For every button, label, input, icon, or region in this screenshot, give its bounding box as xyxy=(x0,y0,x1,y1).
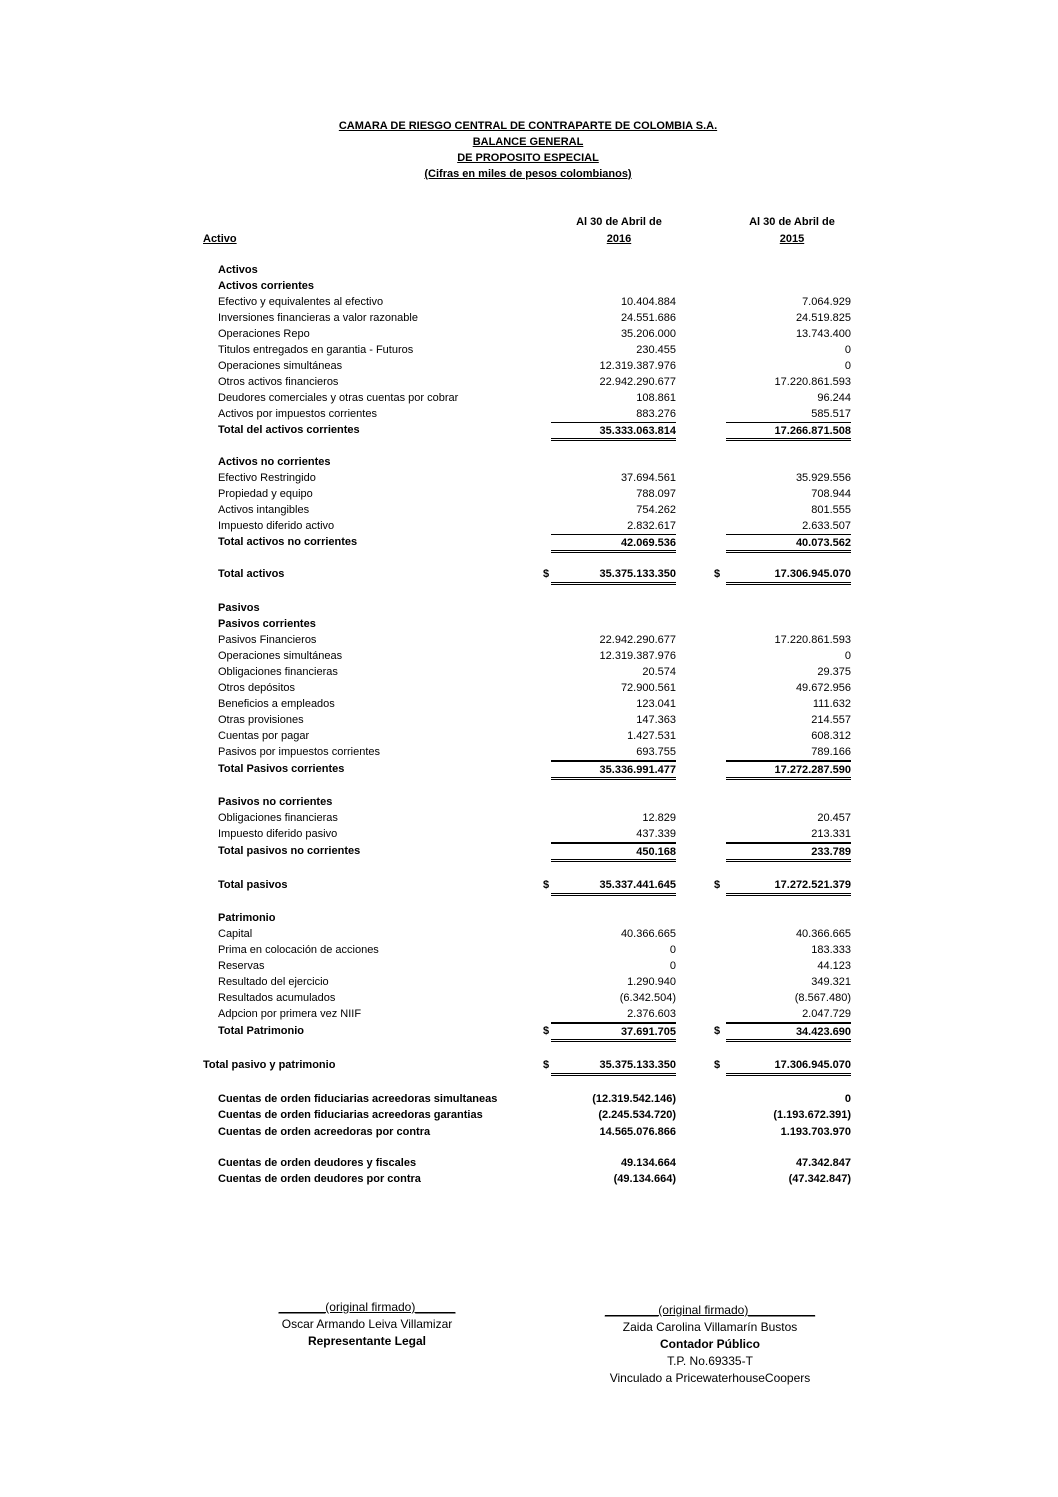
value-2015: 0 xyxy=(844,344,851,356)
value-2015: 585.517 xyxy=(726,406,851,423)
column-2015-year: 2015 xyxy=(779,233,805,245)
statement-row xyxy=(0,680,1058,696)
value-2015: 0 xyxy=(844,360,851,372)
currency-symbol: $ xyxy=(714,1059,721,1071)
signer-name: Oscar Armando Leiva Villamizar xyxy=(281,1317,453,1331)
row-label: Beneficios a empleados xyxy=(218,698,335,710)
currency-symbol: $ xyxy=(543,1059,550,1071)
value-2015: 214.557 xyxy=(811,714,851,726)
value-2015: (47.342.847) xyxy=(788,1173,851,1185)
signer-role: Contador Público xyxy=(660,1337,760,1351)
currency-symbol: $ xyxy=(543,568,550,580)
statement-row xyxy=(0,664,1058,680)
statement-row xyxy=(0,794,1058,810)
value-2016: 12.319.387.976 xyxy=(599,650,676,662)
column-2016-label: Al 30 de Abril de xyxy=(576,216,662,228)
statement-row xyxy=(0,744,1058,760)
statement-row xyxy=(0,502,1058,518)
currency-symbol: $ xyxy=(714,568,721,580)
statement-row xyxy=(0,326,1058,342)
units-note: (Cifras en miles de pesos colombianos) xyxy=(424,168,632,180)
row-label: Resultados acumulados xyxy=(218,992,336,1004)
value-2016: 450.168 xyxy=(551,843,676,862)
value-2015: 2.047.729 xyxy=(726,1006,851,1023)
value-2015: 17.220.861.593 xyxy=(774,376,851,388)
row-label: Total Patrimonio xyxy=(218,1025,304,1037)
row-label: Otros activos financieros xyxy=(218,376,339,388)
value-2015: 24.519.825 xyxy=(795,312,851,324)
column-2016-year: 2016 xyxy=(606,233,632,245)
value-2015: 17.272.521.379 xyxy=(726,877,851,896)
row-label: Impuesto diferido activo xyxy=(218,520,335,532)
row-label: Total activos xyxy=(218,568,285,580)
value-2016: 22.942.290.677 xyxy=(599,634,676,646)
value-2015: 0 xyxy=(844,1093,851,1105)
row-label: Otras provisiones xyxy=(218,714,304,726)
value-2016: (49.134.664) xyxy=(613,1173,676,1185)
value-2015: 608.312 xyxy=(811,730,851,742)
statement-row xyxy=(0,1006,1058,1022)
row-label: Activos corrientes xyxy=(218,280,314,292)
statement-row xyxy=(0,843,1058,859)
row-label: Adpcion por primera vez NIIF xyxy=(218,1008,362,1020)
company-name: CAMARA DE RIESGO CENTRAL DE CONTRAPARTE DE COLOMBIA S.A. xyxy=(338,120,718,132)
row-label: Total pasivos no corrientes xyxy=(218,845,361,857)
row-label: Resultado del ejercicio xyxy=(218,976,329,988)
value-2016: 1.427.531 xyxy=(627,730,676,742)
row-label: Pasivos xyxy=(218,602,260,614)
statement-row xyxy=(0,374,1058,390)
value-2016: 49.134.664 xyxy=(620,1157,676,1169)
statement-row xyxy=(0,1107,1058,1123)
row-label: Cuentas por pagar xyxy=(218,730,310,742)
value-2015: 789.166 xyxy=(726,744,851,761)
value-2016: 2.376.603 xyxy=(551,1006,676,1023)
row-label: Total pasivos xyxy=(218,879,288,891)
value-2015: 34.423.690 xyxy=(726,1023,851,1042)
row-label: Deudores comerciales y otras cuentas por cobrar xyxy=(218,392,459,404)
statement-row xyxy=(0,1023,1058,1039)
row-label: Cuentas de orden fiduciarias acreedoras garantias xyxy=(218,1109,483,1121)
row-label: Efectivo Restringido xyxy=(218,472,316,484)
value-2015: 801.555 xyxy=(811,504,851,516)
value-2015: 29.375 xyxy=(817,666,851,678)
row-label: Operaciones simultáneas xyxy=(218,650,343,662)
statement-row xyxy=(0,712,1058,728)
value-2015: 96.244 xyxy=(817,392,851,404)
statement-row xyxy=(0,358,1058,374)
row-label: Efectivo y equivalentes al efectivo xyxy=(218,296,384,308)
value-2016: 0 xyxy=(669,960,676,972)
value-2015: 40.366.665 xyxy=(795,928,851,940)
value-2016: 123.041 xyxy=(636,698,676,710)
value-2016: 10.404.884 xyxy=(620,296,676,308)
value-2016: 42.069.536 xyxy=(551,534,676,553)
signer-role: Representante Legal xyxy=(307,1334,427,1348)
statement-row xyxy=(0,518,1058,534)
statement-row xyxy=(0,1155,1058,1171)
value-2015: 349.321 xyxy=(811,976,851,988)
value-2015: 233.789 xyxy=(726,843,851,862)
value-2015: 111.632 xyxy=(812,698,851,710)
value-2016: 12.319.387.976 xyxy=(599,360,676,372)
row-label: Otros depósitos xyxy=(218,682,296,694)
statement-row xyxy=(0,728,1058,744)
row-label: Impuesto diferido pasivo xyxy=(218,828,338,840)
row-label: Activos intangibles xyxy=(218,504,310,516)
value-2015: 40.073.562 xyxy=(726,534,851,553)
value-2016: 35.336.991.477 xyxy=(551,761,676,780)
value-2016: 35.375.133.350 xyxy=(551,1057,676,1076)
statement-row xyxy=(0,761,1058,777)
value-2015: 17.220.861.593 xyxy=(774,634,851,646)
value-2015: 7.064.929 xyxy=(802,296,851,308)
row-label: Propiedad y equipo xyxy=(218,488,313,500)
document-title: BALANCE GENERAL xyxy=(472,136,584,148)
currency-symbol: $ xyxy=(543,879,550,891)
statement-row xyxy=(0,1057,1058,1073)
row-label: Titulos entregados en garantia - Futuros xyxy=(218,344,414,356)
statement-row xyxy=(0,470,1058,486)
statement-row xyxy=(0,958,1058,974)
value-2016: 754.262 xyxy=(636,504,676,516)
row-label: Cuentas de orden deudores por contra xyxy=(218,1173,421,1185)
signature-left xyxy=(230,1299,504,1350)
value-2015: (1.193.672.391) xyxy=(773,1109,851,1121)
row-label: Pasivos no corrientes xyxy=(218,796,333,808)
statement-row xyxy=(0,1091,1058,1107)
value-2016: 35.333.063.814 xyxy=(551,422,676,441)
value-2016: 35.337.441.645 xyxy=(551,877,676,896)
statement-row xyxy=(0,910,1058,926)
value-2016: (12.319.542.146) xyxy=(592,1093,676,1105)
statement-row xyxy=(0,294,1058,310)
statement-row xyxy=(0,342,1058,358)
value-2016: 37.694.561 xyxy=(620,472,676,484)
statement-row xyxy=(0,648,1058,664)
row-label: Total pasivo y patrimonio xyxy=(203,1059,336,1071)
currency-symbol: $ xyxy=(543,1025,550,1037)
value-2016: 437.339 xyxy=(551,826,676,843)
row-label: Inversiones financieras a valor razonable xyxy=(218,312,418,324)
row-label: Obligaciones financieras xyxy=(218,812,338,824)
value-2015: 17.266.871.508 xyxy=(726,422,851,441)
row-label: Operaciones Repo xyxy=(218,328,310,340)
value-2016: 230.455 xyxy=(636,344,676,356)
firm-affiliation: Vinculado a PricewaterhouseCoopers xyxy=(609,1371,811,1385)
signature-right xyxy=(560,1302,860,1387)
value-2016: 1.290.940 xyxy=(627,976,676,988)
statement-row xyxy=(0,877,1058,893)
statement-row xyxy=(0,422,1058,438)
value-2015: 183.333 xyxy=(811,944,851,956)
row-label: Pasivos corrientes xyxy=(218,618,316,630)
statement-row xyxy=(0,486,1058,502)
value-2015: 708.944 xyxy=(811,488,851,500)
row-label: Operaciones simultáneas xyxy=(218,360,343,372)
value-2015: 13.743.400 xyxy=(795,328,851,340)
statement-row xyxy=(0,406,1058,422)
value-2015: 2.633.507 xyxy=(726,518,851,535)
value-2016: 883.276 xyxy=(551,406,676,423)
row-label: Cuentas de orden fiduciarias acreedoras simultaneas xyxy=(218,1093,498,1105)
currency-symbol: $ xyxy=(714,1025,721,1037)
value-2015: 20.457 xyxy=(817,812,851,824)
value-2015: 17.306.945.070 xyxy=(726,566,851,585)
statement-row xyxy=(0,632,1058,648)
value-2016: 35.206.000 xyxy=(620,328,676,340)
row-label: Activos xyxy=(218,264,258,276)
value-2016: 22.942.290.677 xyxy=(599,376,676,388)
row-label: Cuentas de orden acreedoras por contra xyxy=(218,1126,431,1138)
value-2015: 1.193.703.970 xyxy=(780,1126,851,1138)
statement-row xyxy=(0,310,1058,326)
statement-row xyxy=(0,990,1058,1006)
row-label: Activos no corrientes xyxy=(218,456,331,468)
value-2015: 17.306.945.070 xyxy=(726,1057,851,1076)
column-2015-label: Al 30 de Abril de xyxy=(749,216,835,228)
statement-row xyxy=(0,1124,1058,1140)
professional-card: T.P. No.69335-T xyxy=(667,1354,753,1368)
value-2016: 693.755 xyxy=(551,744,676,761)
signature-line: ________(original firmado)__________ xyxy=(604,1303,816,1317)
row-label: Total Pasivos corrientes xyxy=(218,763,345,775)
row-label: Total del activos corrientes xyxy=(218,424,360,436)
statement-row xyxy=(0,926,1058,942)
value-2016: 40.366.665 xyxy=(620,928,676,940)
value-2015: 0 xyxy=(844,650,851,662)
signer-name: Zaida Carolina Villamarín Bustos xyxy=(622,1320,798,1334)
activo-heading: Activo xyxy=(203,233,237,245)
value-2016: 37.691.705 xyxy=(551,1023,676,1042)
currency-symbol: $ xyxy=(714,879,721,891)
statement-row xyxy=(0,1171,1058,1187)
statement-row xyxy=(0,566,1058,582)
statement-row xyxy=(0,974,1058,990)
value-2016: 35.375.133.350 xyxy=(551,566,676,585)
row-label: Cuentas de orden deudores y fiscales xyxy=(218,1157,417,1169)
statement-row xyxy=(0,534,1058,550)
statement-row xyxy=(0,942,1058,958)
value-2016: 20.574 xyxy=(642,666,676,678)
value-2016: 788.097 xyxy=(636,488,676,500)
value-2016: 147.363 xyxy=(636,714,676,726)
statement-row xyxy=(0,696,1058,712)
row-label: Capital xyxy=(218,928,253,940)
row-label: Reservas xyxy=(218,960,265,972)
value-2016: 14.565.076.866 xyxy=(599,1126,676,1138)
value-2015: 35.929.556 xyxy=(795,472,851,484)
statement-row xyxy=(0,600,1058,616)
row-label: Total activos no corrientes xyxy=(218,536,358,548)
row-label: Prima en colocación de acciones xyxy=(218,944,379,956)
statement-row xyxy=(0,454,1058,470)
value-2015: 17.272.287.590 xyxy=(726,761,851,780)
value-2016: 24.551.686 xyxy=(620,312,676,324)
row-label: Pasivos Financieros xyxy=(218,634,317,646)
value-2016: 108.861 xyxy=(636,392,676,404)
value-2016: 0 xyxy=(669,944,676,956)
value-2015: 44.123 xyxy=(817,960,851,972)
value-2016: (2.245.534.720) xyxy=(598,1109,676,1121)
signature-line: _______(original firmado)______ xyxy=(278,1300,456,1314)
statement-row xyxy=(0,278,1058,294)
statement-row xyxy=(0,390,1058,406)
row-label: Pasivos por impuestos corrientes xyxy=(218,746,381,758)
row-label: Obligaciones financieras xyxy=(218,666,338,678)
value-2016: 72.900.561 xyxy=(620,682,676,694)
statement-row xyxy=(0,262,1058,278)
value-2016: (6.342.504) xyxy=(619,992,676,1004)
statement-row xyxy=(0,810,1058,826)
value-2015: 49.672.956 xyxy=(795,682,851,694)
value-2016: 12.829 xyxy=(642,812,676,824)
statement-row xyxy=(0,826,1058,842)
statement-row xyxy=(0,616,1058,632)
row-label: Activos por impuestos corrientes xyxy=(218,408,377,420)
document-subtitle: DE PROPOSITO ESPECIAL xyxy=(457,152,599,164)
value-2015: 47.342.847 xyxy=(795,1157,851,1169)
value-2015: (8.567.480) xyxy=(794,992,851,1004)
value-2015: 213.331 xyxy=(726,826,851,843)
row-label: Patrimonio xyxy=(218,912,276,924)
value-2016: 2.832.617 xyxy=(551,518,676,535)
